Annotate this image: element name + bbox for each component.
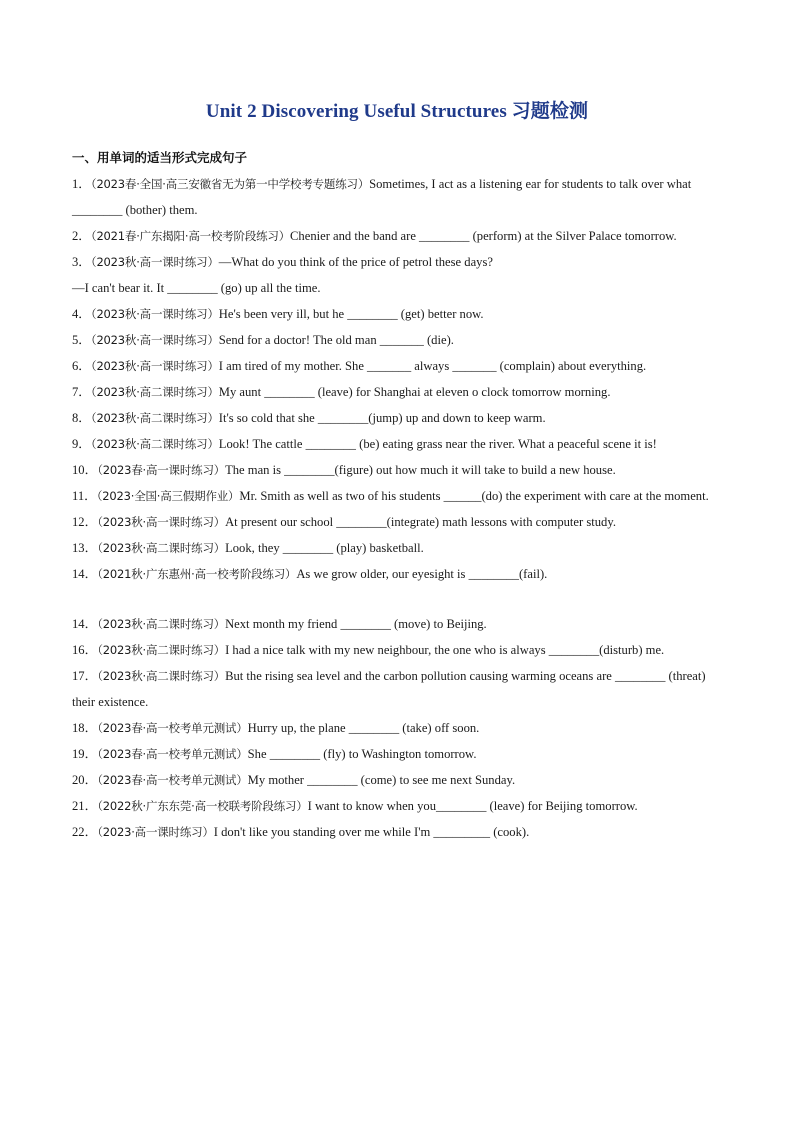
question-number: 6． (72, 359, 91, 373)
question-text: Chenier and the band are ________ (perform) at the Silver Palace tomorrow. (290, 229, 677, 243)
question-item (72, 353, 724, 379)
question-source: （2023春·全国·高三安徽省无为第一中学校考专题练习） (90, 177, 370, 191)
question-item (72, 171, 724, 223)
question-source: （2023·全国·高三假期作业） (96, 489, 240, 503)
question-source: （2023·高一课时练习） (97, 825, 214, 839)
question-number: 19． (72, 747, 98, 761)
question-number: 11． (72, 489, 97, 503)
question-number: 13． (72, 541, 98, 555)
question-source: （2021春·广东揭阳·高一校考阶段练习） (90, 229, 291, 243)
question-number: 22． (72, 825, 98, 839)
question-item (72, 663, 724, 715)
question-number: 10． (72, 463, 98, 477)
question-text: I am tired of my mother. She _______ always _______ (complain) about everything. (218, 359, 647, 373)
question-item (72, 457, 724, 483)
question-text: I had a nice talk with my new neighbour, the one who is always ________(disturb) me. (225, 643, 665, 657)
question-item (72, 223, 724, 249)
question-source: （2021秋·广东惠州·高一校考阶段练习） (97, 567, 297, 581)
question-item (72, 275, 724, 301)
question-source: （2022秋·广东东莞·高一校联考阶段练习） (97, 799, 308, 813)
question-item (72, 715, 724, 741)
question-number: 5． (72, 333, 91, 347)
question-item (72, 611, 724, 637)
question-source: （2023秋·高一课时练习） (97, 515, 226, 529)
question-source: （2023秋·高一课时练习） (90, 307, 219, 321)
question-text: She ________ (fly) to Washington tomorrow. (247, 747, 477, 761)
question-text: I don't like you standing over me while I'm _________ (cook). (213, 825, 530, 839)
question-number: 21． (72, 799, 98, 813)
question-number: 18． (72, 721, 98, 735)
question-text: Look, they ________ (play) basketball. (225, 541, 424, 555)
question-source: （2023秋·高一课时练习） (90, 255, 219, 269)
question-number: 20． (72, 773, 98, 787)
question-source: （2023秋·高一课时练习） (90, 359, 219, 373)
question-text: Mr. Smith as well as two of his students ______(do) the experiment with care at the moment. (239, 489, 709, 503)
question-source: （2023秋·高二课时练习） (97, 669, 226, 683)
question-item (72, 793, 724, 819)
question-number: 8． (72, 411, 91, 425)
question-text: Send for a doctor! The old man _______ (die). (218, 333, 454, 347)
question-text: Look! The cattle ________ (be) eating grass near the river. What a peaceful scene it is! (218, 437, 657, 451)
question-number: 1． (72, 177, 91, 191)
question-item (72, 535, 724, 561)
question-source: （2023春·高一校考单元测试） (97, 747, 248, 761)
question-number: 3． (72, 255, 91, 269)
question-number: 4． (72, 307, 91, 321)
question-number: 7． (72, 385, 91, 399)
question-item (72, 405, 724, 431)
question-number: 14． (72, 567, 98, 581)
section-heading: 一、用单词的适当形式完成句子 (72, 150, 248, 165)
question-text: At present our school ________(integrate) math lessons with computer study. (225, 515, 616, 529)
page-title: Unit 2 Discovering Useful Structures 习题检测 (205, 101, 589, 122)
question-source: （2023秋·高二课时练习） (90, 437, 219, 451)
question-source: （2023秋·高二课时练习） (97, 643, 226, 657)
question-source: （2023秋·高二课时练习） (97, 541, 226, 555)
question-number: 17． (72, 669, 98, 683)
question-text: He's been very ill, but he ________ (get) better now. (218, 307, 484, 321)
question-item (72, 327, 724, 353)
question-list (72, 171, 724, 845)
question-source: （2023春·高一课时练习） (97, 463, 226, 477)
question-text: —I can't bear it. It ________ (go) up all the time. (72, 281, 321, 295)
question-text: It's so cold that she ________(jump) up and down to keep warm. (218, 411, 546, 425)
question-item (72, 561, 724, 587)
question-item (72, 431, 724, 457)
question-item (72, 379, 724, 405)
question-item (72, 249, 724, 275)
question-source: （2023秋·高二课时练习） (90, 411, 219, 425)
question-number: 12． (72, 515, 98, 529)
question-number: 16． (72, 643, 98, 657)
question-text: My aunt ________ (leave) for Shanghai at eleven o clock tomorrow morning. (218, 385, 611, 399)
question-item (72, 483, 724, 509)
question-item (72, 301, 724, 327)
question-item (72, 637, 724, 663)
question-source: （2023秋·高一课时练习） (90, 333, 219, 347)
question-item (72, 741, 724, 767)
question-text: But the rising sea level and the carbon pollution causing warming oceans are ________ (threat) their existence. (72, 669, 706, 709)
question-text: The man is ________(figure) out how much it will take to build a new house. (225, 463, 616, 477)
question-source: （2023秋·高二课时练习） (97, 617, 226, 631)
question-text: My mother ________ (come) to see me next Sunday. (247, 773, 516, 787)
question-item (72, 767, 724, 793)
question-text: I want to know when you________ (leave) for Beijing tomorrow. (307, 799, 638, 813)
question-text: Next month my friend ________ (move) to Beijing. (225, 617, 487, 631)
question-source: （2023春·高一校考单元测试） (97, 773, 248, 787)
question-number: 14． (72, 617, 98, 631)
question-text: Hurry up, the plane ________ (take) off soon. (247, 721, 480, 735)
question-item (72, 509, 724, 535)
question-source: （2023秋·高二课时练习） (90, 385, 219, 399)
question-item (72, 819, 724, 845)
question-number: 2． (72, 229, 91, 243)
question-text: —What do you think of the price of petrol these days? (218, 255, 493, 269)
question-source: （2023春·高一校考单元测试） (97, 721, 248, 735)
question-number: 9． (72, 437, 91, 451)
question-text: As we grow older, our eyesight is ________(fail). (296, 567, 548, 581)
question-text: Sometimes, I act as a listening ear for students to talk over what ________ (bother) them. (72, 177, 692, 217)
